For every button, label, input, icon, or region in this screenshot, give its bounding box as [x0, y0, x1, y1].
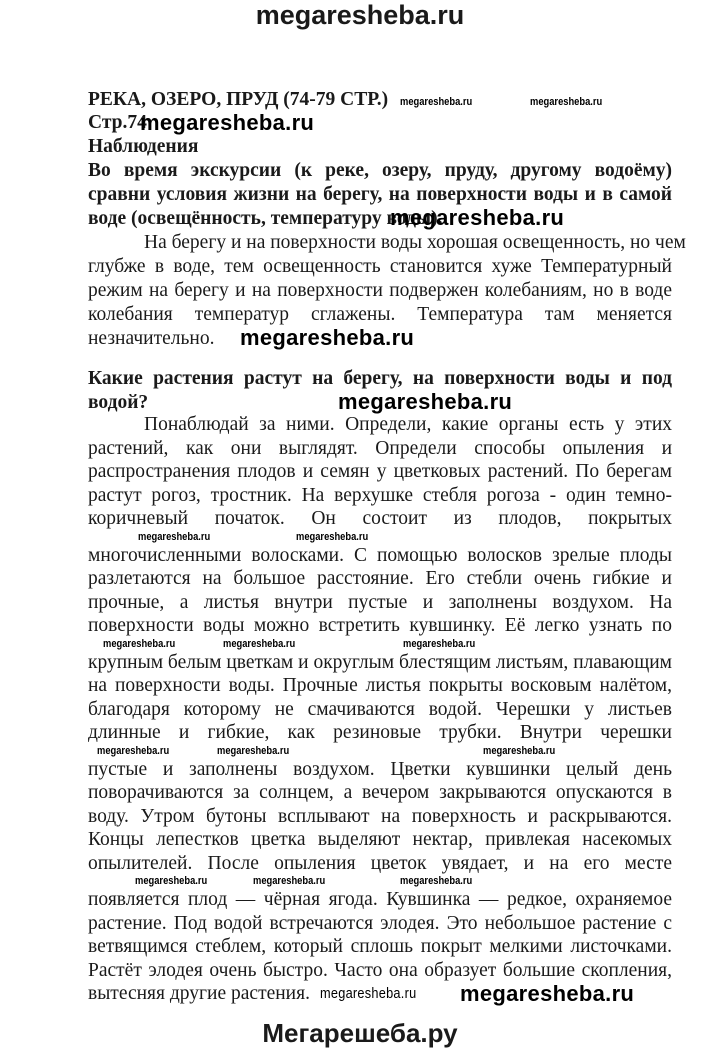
page-reference: Стр.74 [88, 112, 147, 133]
watermark: megaresheba.ru [97, 744, 170, 757]
watermark: megaresheba.ru [403, 637, 476, 650]
watermark: megaresheba.ru [460, 981, 635, 1006]
watermark: megaresheba.ru [320, 985, 417, 1002]
watermark: megaresheba.ru [338, 389, 513, 414]
answer-line: распространения плодов и семян у цветковых растений. По берегам [88, 461, 672, 482]
document-title: РЕКА, ОЗЕРО, ПРУД (74-79 СТР.) [88, 89, 389, 110]
answer-line: растение. Под водой встречаются элодея. Это небольшое растение с [88, 912, 672, 934]
footer-watermark: Мегарешеба.ру [262, 1018, 458, 1048]
answer-line: пустые и заполнены воздухом. Цветки кувшинки целый день [88, 758, 672, 780]
answer-line: крупным белым цветкам и округлым блестящим листьям, плавающим [88, 651, 672, 673]
answer-line: ветвящимся стеблем, который сплошь покрыт мелкими листочками. [88, 936, 672, 957]
answer-line: на поверхности воды. Прочные листья покрыты восковым налётом, [88, 675, 672, 696]
watermark: megaresheba.ru [217, 744, 290, 757]
answer-line: опылителей. После опыления цветок увядает, и на его месте [88, 852, 672, 874]
answer-line: разлетаются на большое расстояние. Его стебли очень гибкие и [88, 568, 672, 589]
watermark: megaresheba.ru [483, 744, 556, 757]
section-heading: Наблюдения [88, 136, 199, 157]
watermark: megaresheba.ru [253, 875, 326, 887]
answer-line: прочные, а листья внутри пустые и заполнены воздухом. На [88, 591, 672, 613]
answer-line: коричневый початок. Он состоит из плодов, покрытых [88, 508, 672, 529]
answer-line: длинные и гибкие, как резиновые трубки. Внутри черешки [88, 722, 672, 743]
question-line: Во время экскурсии (к реке, озеру, пруду, другому водоёму) [88, 160, 672, 181]
answer-line: поверхности воды можно встретить кувшинку. Её легко узнать по [88, 615, 672, 636]
answer-line: поворачиваются за солнцем, а вечером закрываются опускаются в [88, 782, 672, 803]
watermark: megaresheba.ru [138, 530, 211, 543]
answer-line: незначительно. [88, 328, 215, 349]
watermark: megaresheba.ru [240, 325, 415, 350]
question-line: сравни условия жизни на берегу, на поверхности воды и в самой [88, 184, 672, 205]
answer-line: Концы лепестков цветка выделяют нектар, привлекая насекомых [88, 829, 672, 850]
answer-line: многочисленными волосками. С помощью волосков зрелые плоды [88, 544, 672, 566]
answer-line: вытесняя другие растения. [88, 983, 310, 1004]
answer-line: На берегу и на поверхности воды хорошая освещенность, но чем [144, 232, 686, 253]
watermark: megaresheba.ru [400, 875, 473, 887]
question-line: водой? [88, 391, 149, 413]
question-line: воде (освещённость, температуру воды). [88, 208, 443, 229]
answer-line: появляется плод — чёрная ягода. Кувшинка — редкое, охраняемое [88, 889, 672, 910]
watermark: megaresheba.ru [103, 637, 176, 650]
answer-line: растут рогоз, тростник. На верхушке стебля рогоза - один темно- [88, 484, 672, 506]
watermark: megaresheba.ru [400, 96, 473, 108]
question-line: Какие растения растут на берегу, на поверхности воды и под [88, 368, 672, 389]
watermark: megaresheba.ru [530, 96, 603, 108]
header-watermark: megaresheba.ru [255, 0, 465, 30]
answer-line: глубже в воде, тем освещенность становится хуже Температурный [88, 256, 672, 277]
watermark: megaresheba.ru [390, 205, 565, 230]
watermark: megaresheba.ru [140, 110, 315, 135]
answer-line: режим на берегу и на поверхности подвержен колебаниям, но в воде [88, 280, 672, 301]
answer-line: Понаблюдай за ними. Определи, какие органы есть у этих [144, 414, 672, 435]
watermark: megaresheba.ru [135, 875, 208, 887]
answer-line: растений, как они выглядят. Определи способы опыления и [88, 437, 672, 459]
answer-line: воду. Утром бутоны всплывают на поверхность и раскрываются. [88, 805, 672, 827]
watermark: megaresheba.ru [223, 637, 296, 650]
watermark: megaresheba.ru [296, 530, 369, 543]
answer-line: благодаря которому не смачиваются водой. Черешки у листьев [88, 698, 672, 720]
answer-line: колебания температур сглажены. Температура там меняется [88, 304, 672, 325]
answer-line: Растёт элодея очень быстро. Часто она образует большие скопления, [88, 959, 672, 981]
